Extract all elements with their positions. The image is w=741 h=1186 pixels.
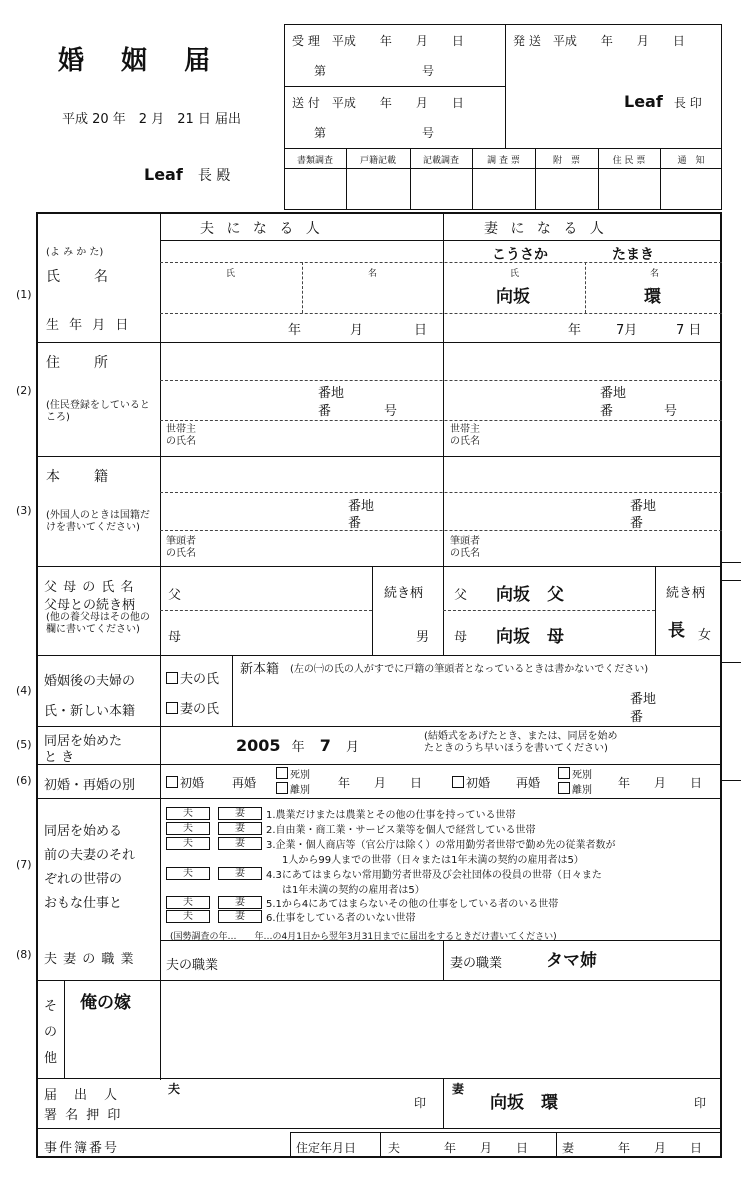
husband-relation-label: 続き柄: [384, 586, 424, 601]
work-item-4: 1人から99人までの世帯（日々または1年未満の契約の雇用者は5）: [282, 855, 584, 866]
wife-householder-label: 世帯主 の氏名: [450, 424, 480, 447]
husband-mother-label: 母: [168, 630, 182, 645]
wife-job-value: タマ姉: [546, 951, 597, 971]
addressee-suffix: 長 殿: [197, 168, 231, 184]
wife-relation-label: 続き柄: [666, 586, 706, 601]
husband-addr-ban: 番: [318, 404, 332, 419]
husband-remarriage-date: 年 月 日: [338, 776, 423, 790]
work-item-6: は1年未満の契約の雇用者は5）: [282, 885, 425, 896]
after-marriage-label-1: 婚姻後の夫婦の: [44, 674, 136, 689]
parents-name-label: 父 母 の 氏 名: [44, 580, 135, 595]
row-number-7: (7): [16, 858, 32, 871]
filing-date: 平成 20 年 2 月 21 日 届出: [62, 112, 242, 127]
wife-family-head-label: 筆頭者 の氏名: [450, 536, 480, 559]
cohab-note: (結婚式をあげたとき、または、同居を始め たときのうち早いほうを書いてください): [424, 731, 618, 754]
addressee-name: Leaf: [144, 165, 183, 184]
cohab-date: 2005 年 7 月: [236, 736, 359, 755]
new-honseki-note: (左の㈠の氏の人がすでに戸籍の筆頭者となっているときは書かないでください): [290, 664, 649, 675]
wife-work-box-8[interactable]: 妻: [218, 910, 262, 923]
other-text: 俺の嫁: [80, 993, 131, 1013]
wife-addr-ban: 番: [600, 404, 614, 419]
husband-first-marriage[interactable]: 初婚: [166, 774, 204, 791]
husband-work-box-5[interactable]: 夫: [166, 867, 210, 880]
office-check-6: 住 民 票: [612, 156, 646, 166]
address-note: (住民登録をしているところ): [46, 400, 150, 423]
wife-death-divorce: 死別 離別: [558, 767, 592, 797]
main-form: [36, 212, 722, 1158]
husband-work-box-2[interactable]: 夫: [166, 822, 210, 835]
husband-job-label: 夫の職業: [166, 958, 219, 973]
wife-father-name: 向坂 父: [496, 585, 564, 605]
row-number-4: (4): [16, 684, 32, 697]
wife-seal: 印: [694, 1096, 707, 1110]
residence-wife-date: 年 月 日: [618, 1141, 703, 1155]
husband-work-box-7[interactable]: 夫: [166, 896, 210, 909]
honseki-note: (外国人のときは国籍だけを書いてください): [46, 510, 150, 533]
husband-birth-day: 日: [414, 323, 428, 338]
husband-filer-label: 夫: [168, 1082, 181, 1096]
row-number-1: (1): [16, 288, 32, 301]
husband-honseki-ban: 番: [348, 516, 362, 531]
new-honseki-banchi: 番地: [630, 692, 657, 707]
filer-label-2: 署 名 押 印: [44, 1108, 123, 1123]
name-label: 氏 名: [46, 269, 110, 285]
work-item-5: 4.3にあてはまらない常用勤労者世帯及び会社団体の役員の世帯（日々また: [266, 870, 602, 881]
row-number-8: (8): [16, 948, 32, 961]
marriage-type-label: 初婚・再婚の別: [44, 778, 136, 793]
chief-suffix: 長 印: [673, 96, 702, 110]
residence-husband-date: 年 月 日: [444, 1141, 529, 1155]
reading-label: (よ み か た): [46, 247, 104, 258]
job-label: 夫 妻 の 職 業: [44, 952, 135, 967]
office-use-box: [284, 24, 722, 210]
husband-work-box-8[interactable]: 夫: [166, 910, 210, 923]
wife-relation-value: 長: [668, 621, 685, 641]
wife-father-label: 父: [454, 588, 468, 603]
chief-name: Leaf: [624, 92, 663, 111]
row-number-5: (5): [16, 738, 32, 751]
cohab-label-2: と き: [44, 750, 75, 765]
dispatch-label: 発 送 平成 年 月 日: [513, 34, 685, 48]
husband-column-header: 夫 に な る 人: [200, 221, 324, 237]
husband-work-box-1[interactable]: 夫: [166, 807, 210, 820]
wife-first-marriage[interactable]: 初婚: [452, 774, 490, 791]
parents-note: (他の養父母はその他の欄に書いてください): [46, 612, 150, 635]
husband-remarriage: 再婚: [232, 776, 257, 790]
wife-work-box-3[interactable]: 妻: [218, 837, 262, 850]
form-title: 婚 姻 届: [58, 46, 225, 76]
opt-wife-surname[interactable]: 妻の氏: [166, 698, 219, 717]
husband-birth-year: 年: [288, 323, 302, 338]
wife-relation-female: 女: [698, 628, 712, 643]
wife-given-reading: たまき: [612, 247, 654, 263]
husband-honseki-banchi: 番地: [348, 499, 375, 514]
new-honseki-ban: 番: [630, 710, 644, 725]
wife-work-box-2[interactable]: 妻: [218, 822, 262, 835]
sent-label: 送 付 平成 年 月 日: [292, 96, 464, 110]
opt-husband-checkbox[interactable]: [166, 672, 178, 684]
work-label: 同居を始める 前の夫妻のそれ ぞれの世帯の おもな仕事と: [44, 824, 136, 911]
wife-job-label: 妻の職業: [450, 956, 503, 971]
husband-given-sublabel: 名: [368, 269, 378, 279]
work-item-8: 6.仕事をしている者のいない世帯: [266, 913, 416, 924]
wife-work-box-7[interactable]: 妻: [218, 896, 262, 909]
wife-mother-name: 向坂 母: [496, 627, 564, 647]
received-number: 第 号: [314, 64, 435, 78]
office-check-3: 記載調査: [422, 156, 459, 166]
work-item-7: 5.1から4にあてはまらないその他の仕事をしている者のいる世帯: [266, 899, 559, 910]
office-check-1: 書類調査: [296, 156, 333, 166]
residence-husband-label: 夫: [388, 1141, 401, 1155]
wife-remarriage-date: 年 月 日: [618, 776, 703, 790]
census-note: (国勢調査の年… 年…の4月1日から翌年3月31日までに届出をするときだけ書いてください): [170, 932, 557, 942]
husband-birth-month: 月: [350, 323, 364, 338]
husband-death-divorce: 死別 離別: [276, 767, 310, 797]
after-marriage-label-2: 氏・新しい本籍: [44, 704, 136, 719]
row-number-6: (6): [16, 774, 32, 787]
received-label: 受 理 平成 年 月 日: [292, 34, 464, 48]
residence-label: 住定年月日: [296, 1141, 357, 1155]
cohab-label-1: 同居を始めた: [44, 734, 123, 749]
wife-honseki-banchi: 番地: [630, 499, 657, 514]
husband-addr-banchi: 番地: [318, 386, 345, 401]
wife-work-box-1[interactable]: 妻: [218, 807, 262, 820]
husband-father-label: 父: [168, 588, 182, 603]
wife-surname-sublabel: 氏: [510, 269, 520, 279]
office-check-2: 戸籍記載: [359, 156, 396, 166]
wife-birth-day: 7 日: [676, 323, 702, 338]
office-check-4: 調 査 票: [487, 156, 520, 166]
wife-filer-label: 妻: [452, 1082, 465, 1096]
husband-relation-male: 男: [416, 630, 430, 645]
work-item-2: 2.自由業・商工業・サービス業等を個人で経営している世帯: [266, 825, 536, 836]
honseki-label: 本 籍: [46, 469, 110, 485]
wife-surname-reading: こうさか: [492, 247, 548, 263]
work-item-1: 1.農業だけまたは農業とその他の仕事を持っている世帯: [266, 810, 516, 821]
wife-signature: 向坂 環: [490, 1093, 558, 1113]
husband-work-box-3[interactable]: 夫: [166, 837, 210, 850]
wife-given-name: 環: [644, 287, 661, 307]
wife-remarriage: 再婚: [516, 776, 541, 790]
case-number-label: 事件簿番号: [44, 1141, 120, 1156]
wife-birth-year: 年: [568, 323, 582, 338]
opt-husband-surname[interactable]: 夫の氏: [166, 668, 219, 687]
sent-number: 第 号: [314, 126, 435, 140]
row-number-3: (3): [16, 504, 32, 517]
addressee: [144, 165, 230, 185]
wife-birth-month: 7月: [616, 323, 638, 338]
other-label: そ の 他: [44, 999, 58, 1066]
work-item-3: 3.企業・個人商店等（官公庁は除く）の常用勤労者世帯で勤め先の従業者数が: [266, 840, 616, 851]
husband-seal: 印: [414, 1096, 427, 1110]
parents-relation-label: 父母との続き柄: [44, 598, 136, 613]
residence-wife-label: 妻: [562, 1141, 575, 1155]
cohab-year: 2005: [236, 736, 281, 755]
wife-given-sublabel: 名: [650, 269, 660, 279]
husband-surname-sublabel: 氏: [226, 269, 236, 279]
new-honseki-label: 新本籍: [240, 662, 280, 677]
office-check-7: 通 知: [677, 156, 705, 166]
filer-label-1: 届 出 人: [44, 1088, 120, 1103]
husband-addr-go: 号: [384, 404, 398, 419]
wife-honseki-ban: 番: [630, 516, 644, 531]
wife-surname: 向坂: [496, 287, 530, 307]
husband-family-head-label: 筆頭者 の氏名: [166, 536, 196, 559]
office-check-5: 附 票: [552, 156, 580, 166]
address-label: 住 所: [46, 355, 110, 371]
chief-seal: [624, 92, 702, 111]
cohab-month: 7: [319, 736, 331, 755]
wife-column-header: 妻 に な る 人: [484, 221, 608, 237]
husband-householder-label: 世帯主 の氏名: [166, 424, 196, 447]
birthdate-label: 生 年 月 日: [46, 318, 132, 333]
wife-addr-go: 号: [664, 404, 678, 419]
wife-work-box-5[interactable]: 妻: [218, 867, 262, 880]
row-number-2: (2): [16, 384, 32, 397]
wife-addr-banchi: 番地: [600, 386, 627, 401]
wife-mother-label: 母: [454, 630, 468, 645]
opt-wife-checkbox[interactable]: [166, 702, 178, 714]
